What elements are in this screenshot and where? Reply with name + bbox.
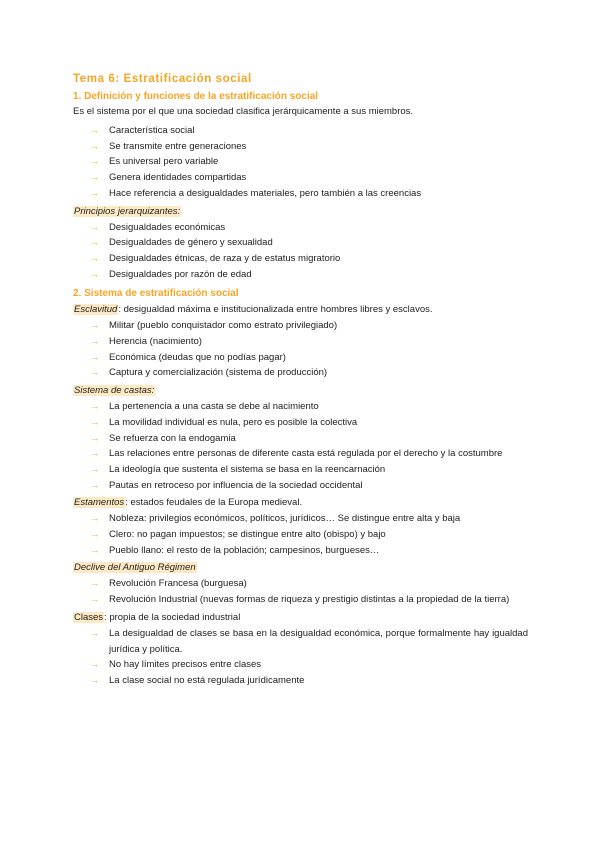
classes-line [73, 611, 528, 624]
arrow-right-icon: → [90, 448, 99, 459]
arrow-right-icon: → [90, 627, 99, 638]
arrow-right-icon: → [90, 432, 99, 443]
estates-text: : estados feudales de la Europa medieval. [125, 497, 303, 509]
list-item-text: Militar (pueblo conquistador como estrato privilegiado) [109, 320, 338, 332]
principles-list [73, 220, 528, 283]
arrow-right-icon: → [90, 578, 99, 589]
list-item [73, 415, 528, 431]
estates-line [73, 496, 528, 509]
arrow-right-icon: → [90, 351, 99, 362]
list-item [73, 431, 528, 447]
list-item-text: Captura y comercialización (sistema de producción) [109, 367, 328, 379]
arrow-right-icon: → [90, 594, 99, 605]
list-item-text: Las relaciones entre personas de diferente casta está regulada por el derecho y la costumbre [109, 448, 503, 460]
list-item-text: Clero: no pagan impuestos; se distingue entre alto (obispo) y bajo [109, 529, 386, 541]
arrow-right-icon: → [90, 659, 99, 670]
list-item [73, 365, 528, 381]
list-item [73, 673, 528, 689]
list-item [73, 527, 528, 543]
castes-list [73, 399, 528, 493]
section-heading-2: 2. Sistema de estratificación social [73, 288, 239, 300]
arrow-right-icon: → [90, 479, 99, 490]
arrow-right-icon: → [90, 187, 99, 198]
list-item-text: Desigualdades étnicas, de raza y de estatus migratorio [109, 252, 341, 264]
definition-paragraph: Es el sistema por el que una sociedad clasifica jerárquicamente a sus miembros. [73, 106, 414, 117]
arrow-right-icon: → [90, 237, 99, 248]
list-item [73, 592, 528, 608]
list-item-text: Económica (deudas que no podías pagar) [109, 351, 286, 363]
estates-list [73, 511, 528, 558]
arrow-right-icon: → [90, 401, 99, 412]
list-item-text: La clase social no está regulada jurídicamente [109, 674, 305, 686]
estates-label: Estamentos [74, 497, 125, 509]
list-item-text: Desigualdades de género y sexualidad [109, 237, 273, 249]
arrow-right-icon: → [90, 268, 99, 279]
list-item [73, 511, 528, 527]
arrow-right-icon: → [90, 367, 99, 378]
arrow-right-icon: → [90, 674, 99, 685]
castes-label-line [73, 384, 528, 397]
slavery-line [73, 303, 528, 316]
list-item-text: La pertenencia a una casta se debe al nacimiento [109, 401, 319, 413]
arrow-right-icon: → [90, 156, 99, 167]
page-title: Tema 6: Estratificación social [73, 73, 252, 85]
list-item [73, 399, 528, 415]
arrow-right-icon: → [90, 252, 99, 263]
arrow-right-icon: → [90, 513, 99, 524]
arrow-right-icon: → [90, 416, 99, 427]
list-item-text: Desigualdades por razón de edad [109, 268, 252, 280]
list-item-text: Hace referencia a desigualdades materiales, pero también a las creencias [109, 187, 422, 199]
list-item [73, 220, 528, 236]
list-item-text: Genera identidades compartidas [109, 172, 247, 184]
arrow-right-icon: → [90, 463, 99, 474]
section-heading-1: 1. Definición y funciones de la estratificación social [73, 91, 319, 102]
list-item-text: No hay límites precisos entre clases [109, 659, 262, 671]
arrow-right-icon: → [90, 140, 99, 151]
list-item [73, 657, 528, 673]
classes-list [73, 626, 528, 689]
list-item-text: Se refuerza con la endogamia [109, 432, 236, 444]
slavery-list [73, 318, 528, 381]
list-item [73, 350, 528, 366]
list-item [73, 267, 528, 283]
list-item-text: Pueblo llano: el resto de la población; campesinos, burgueses… [109, 544, 380, 556]
principles-label: Principios jerarquizantes: [74, 205, 181, 217]
arrow-right-icon: → [90, 336, 99, 347]
list-item-text: Herencia (nacimiento) [109, 336, 202, 348]
list-item [73, 139, 528, 155]
list-item [73, 576, 528, 592]
castes-label: Sistema de castas: [74, 385, 155, 397]
list-item-text: Nobleza: privilegios económicos, políticos, jurídicos… Se distingue entre alta y baja [109, 513, 461, 525]
list-item [73, 123, 528, 139]
list-item-text: La movilidad individual es nula, pero es posible la colectiva [109, 416, 358, 428]
list-item [73, 478, 528, 494]
list-item [73, 235, 528, 251]
list-item-text: Característica social [109, 125, 195, 136]
list-item [73, 186, 528, 202]
arrow-right-icon: → [90, 320, 99, 331]
characteristics-list [73, 123, 528, 202]
list-item-text: Desigualdades económicas [109, 221, 226, 233]
principles-label-line [73, 205, 528, 218]
list-item-text: La desigualdad de clases se basa en la desigualdad económica, porque formalmente hay igualdad jurídica y política. [109, 627, 528, 655]
decline-list [73, 576, 528, 607]
list-item [73, 318, 528, 334]
list-item [73, 251, 528, 267]
arrow-right-icon: → [90, 172, 99, 183]
list-item [73, 154, 528, 170]
arrow-right-icon: → [90, 125, 99, 135]
classes-label: Clases [74, 611, 104, 623]
document-content [73, 72, 528, 691]
list-item-text: Revolución Francesa (burguesa) [109, 578, 247, 590]
slavery-text: : desigualdad máxima e institucionalizada entre hombres libres y esclavos. [118, 304, 433, 316]
list-item [73, 543, 528, 559]
list-item [73, 626, 528, 657]
list-item-text: Revolución Industrial (nuevas formas de riqueza y prestigio distintas a la propiedad de la tierra) [109, 594, 510, 606]
list-item [73, 446, 528, 462]
arrow-right-icon: → [90, 221, 99, 232]
slavery-label: Esclavitud [74, 304, 118, 316]
list-item [73, 462, 528, 478]
arrow-right-icon: → [90, 529, 99, 540]
decline-label-line [73, 561, 528, 574]
arrow-right-icon: → [90, 544, 99, 555]
list-item-text: Se transmite entre generaciones [109, 140, 247, 152]
list-item-text: Es universal pero variable [109, 156, 219, 168]
list-item [73, 334, 528, 350]
classes-text: : propia de la sociedad industrial [104, 611, 241, 623]
decline-label: Declive del Antiguo Régimen [74, 562, 196, 574]
list-item [73, 170, 528, 186]
list-item-text: Pautas en retroceso por influencia de la sociedad occidental [109, 479, 363, 491]
list-item-text: La ideología que sustenta el sistema se basa en la reencarnación [109, 463, 386, 475]
